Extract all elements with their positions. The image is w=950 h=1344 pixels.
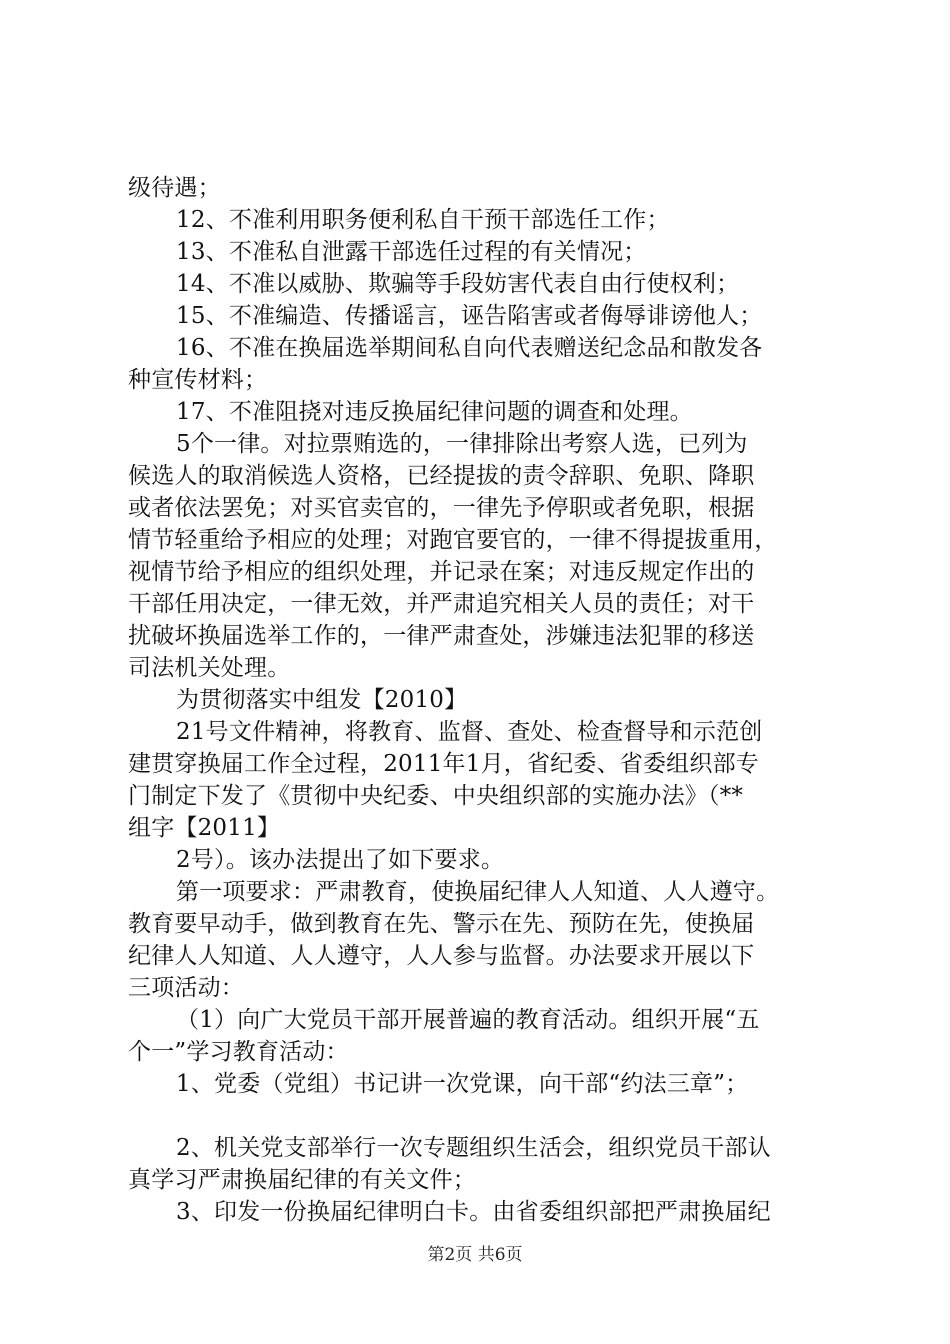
text-line: 1、党委（党组）书记讲一次党课，向干部“约法三章”；	[176, 1071, 749, 1097]
text-line: 为贯彻落实中组发【2010】	[176, 687, 468, 713]
text-line: 14、不准以威胁、欺骗等手段妨害代表自由行使权利；	[176, 271, 740, 297]
text-line: 真学习严肃换届纪律的有关文件；	[128, 1167, 476, 1193]
text-line: 建贯穿换届工作全过程，2011年1月，省纪委、省委组织部专	[128, 751, 759, 777]
text-line: （1）向广大党员干部开展普遍的教育活动。组织开展“五	[176, 1007, 760, 1033]
text-line: 干部任用决定，一律无效，并严肃追究相关人员的责任；对干	[128, 591, 755, 617]
text-line: 16、不准在换届选举期间私自向代表赠送纪念品和散发各	[176, 335, 763, 361]
text-line: 司法机关处理。	[128, 655, 291, 681]
text-line: 教育要早动手，做到教育在先、警示在先、预防在先，使换届	[128, 911, 755, 937]
text-line: 12、不准利用职务便利私自干预干部选任工作；	[176, 207, 670, 233]
text-line: 个一”学习教育活动：	[128, 1039, 349, 1065]
text-line: 5个一律。对拉票贿选的，一律排除出考察人选，已列为	[176, 431, 748, 457]
text-line: 13、不准私自泄露干部选任过程的有关情况；	[176, 239, 647, 265]
text-line: 候选人的取消候选人资格，已经提拔的责令辞职、免职、降职	[128, 463, 755, 489]
text-line: 级待遇；	[128, 175, 221, 201]
text-line: 纪律人人知道、人人遵守，人人参与监督。办法要求开展以下	[128, 943, 755, 969]
text-line: 17、不准阻挠对违反换届纪律问题的调查和处理。	[176, 399, 693, 425]
text-line: 15、不准编造、传播谣言，诬告陷害或者侮辱诽谤他人；	[176, 303, 763, 329]
text-line: 2、机关党支部举行一次专题组织生活会，组织党员干部认	[176, 1135, 771, 1161]
text-line: 3、印发一份换届纪律明白卡。由省委组织部把严肃换届纪	[176, 1199, 771, 1225]
text-line: 情节轻重给予相应的处理；对跑官要官的，一律不得提拔重用，	[128, 527, 778, 553]
text-line: 扰破坏换届选举工作的，一律严肃查处，涉嫌违法犯罪的移送	[128, 623, 755, 649]
text-line: 或者依法罢免；对买官卖官的，一律先予停职或者免职，根据	[128, 495, 755, 521]
text-line: 种宣传材料；	[128, 367, 268, 393]
text-line: 组字【2011】	[128, 815, 281, 841]
text-line: 第一项要求：严肃教育，使换届纪律人人知道、人人遵守。	[176, 879, 780, 905]
page-footer: 第2页 共6页	[427, 1245, 523, 1265]
text-line: 2号）。该办法提出了如下要求。	[176, 847, 505, 873]
text-line: 三项活动：	[128, 975, 244, 1001]
text-line: 门制定下发了《贯彻中央纪委、中央组织部的实施办法》（**	[128, 783, 744, 809]
blank-line	[128, 1100, 840, 1132]
text-line: 21号文件精神，将教育、监督、查处、检查督导和示范创	[176, 719, 763, 745]
text-line: 视情节给予相应的组织处理，并记录在案；对违反规定作出的	[128, 559, 755, 585]
document-body	[128, 172, 840, 1228]
